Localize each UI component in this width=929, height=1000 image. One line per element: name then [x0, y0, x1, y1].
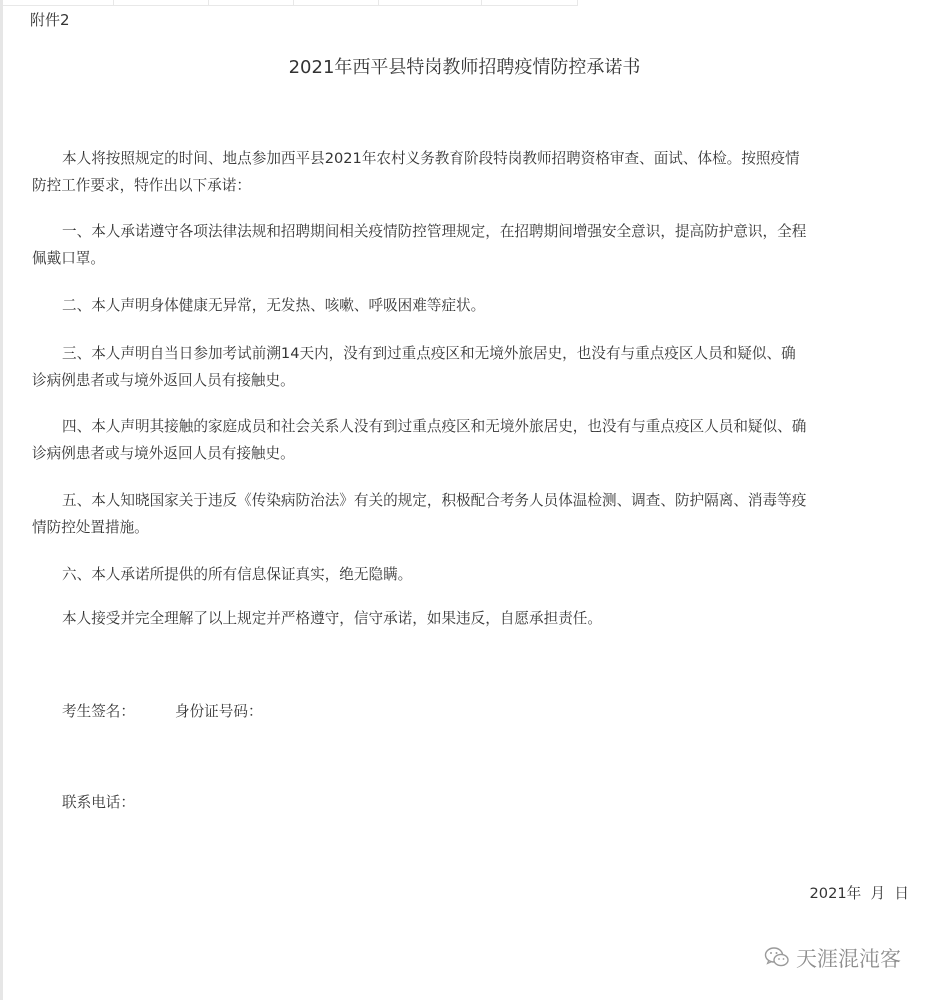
pledge-1-line-1: 一、本人承诺遵守各项法律法规和招聘期间相关疫情防控管理规定，在招聘期间增强安全意识，提高防护意识，全程 [62, 223, 807, 240]
intro-line-1: 本人将按照规定的时间、地点参加西平县2021年农村义务教育阶段特岗教师招聘资格审查、面试、体检。按照疫情 [62, 150, 800, 167]
pledge-5-line-2: 情防控处置措施。 [32, 519, 149, 536]
closing-line: 本人接受并完全理解了以上规定并严格遵守，信守承诺，如果违反，自愿承担责任。 [62, 610, 602, 627]
pledge-4 [32, 413, 917, 467]
pledge-1 [32, 218, 917, 272]
pledge-4-line-2: 诊病例患者或与境外返回人员有接触史。 [32, 445, 295, 462]
pledge-1-line-2: 佩戴口罩。 [32, 250, 105, 267]
phone-label: 联系电话： [62, 794, 135, 811]
document-title: 2021年西平县特岗教师招聘疫情防控承诺书 [288, 57, 641, 78]
pledge-6 [32, 561, 917, 588]
pledge-6-line-1: 六、本人承诺所提供的所有信息保证真实，绝无隐瞒。 [62, 566, 413, 583]
pledge-3-line-2: 诊病例患者或与境外返回人员有接触史。 [32, 372, 295, 389]
watermark-text: 天涯混沌客 [796, 947, 901, 971]
intro-paragraph [32, 145, 917, 199]
candidate-signature-label: 考生签名： [62, 703, 135, 720]
pledge-5 [32, 487, 917, 541]
pledge-5-line-1: 五、本人知晓国家关于违反《传染病防治法》有关的规定，积极配合考务人员体温检测、调查、防护隔离、消毒等疫 [62, 492, 807, 509]
pledge-3-line-1: 三、本人声明自当日参加考试前溯14天内，没有到过重点疫区和无境外旅居史，也没有与重点疫区人员和疑似、确 [62, 345, 796, 362]
date-line: 2021年 月 日 [809, 885, 909, 902]
id-number-label: 身份证号码： [174, 703, 263, 720]
annex-label: 附件2 [30, 11, 70, 29]
page-left-border [0, 0, 3, 1000]
pledge-2 [32, 292, 917, 319]
watermark [764, 946, 901, 972]
pledge-2-line-1: 二、本人声明身体健康无异常，无发热、咳嗽、呼吸困难等症状。 [62, 297, 486, 314]
top-table-edge [3, 0, 578, 6]
phone-row [62, 793, 135, 813]
pledge-3 [32, 340, 917, 394]
signature-row [62, 702, 263, 722]
wechat-icon [764, 946, 790, 972]
intro-line-2: 防控工作要求，特作出以下承诺： [32, 177, 251, 194]
closing-statement [32, 605, 917, 632]
pledge-4-line-1: 四、本人声明其接触的家庭成员和社会关系人没有到过重点疫区和无境外旅居史，也没有与重点疫区人员和疑似、确 [62, 418, 807, 435]
